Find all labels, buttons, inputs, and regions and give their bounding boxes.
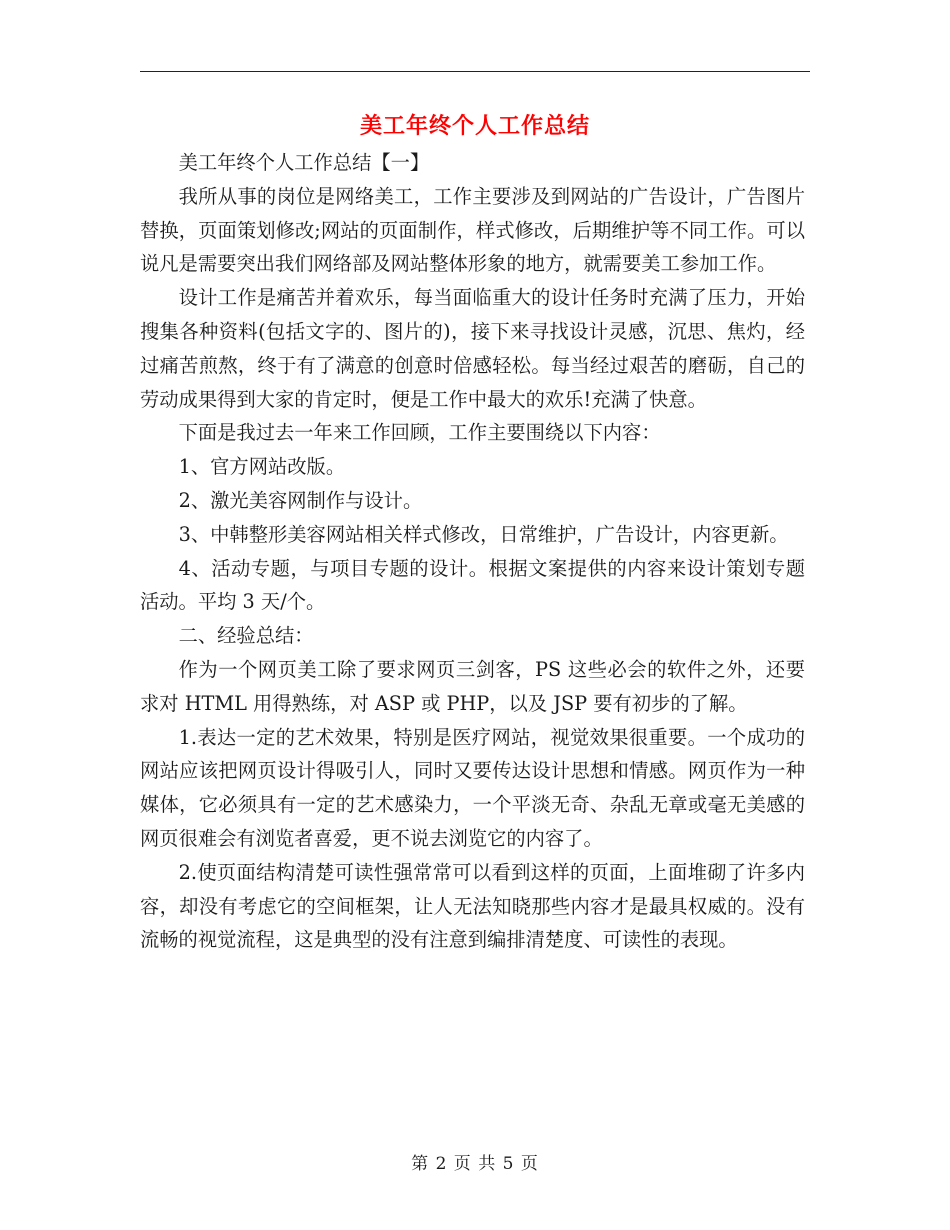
section-heading: 二、经验总结：	[178, 624, 314, 648]
section-heading: 美工年终个人工作总结【一】	[178, 151, 430, 174]
header-rule	[140, 71, 810, 72]
list-item: 3、中韩整形美容网站相关样式修改，日常维护，广告设计，内容更新。	[178, 522, 789, 546]
list-item: 4、活动专题，与项目专题的设计。根据文案提供的内容来设计策划专题活动。平均 3 天/个。	[140, 556, 805, 614]
list-item: 2、激光美容网制作与设计。	[178, 488, 423, 512]
paragraph: 我所从事的岗位是网络美工，工作主要涉及到网站的广告设计，广告图片替换，页面策划修改;网站的页面制作，样式修改，后期维护等不同工作。可以说凡是需要突出我们网络部及网站整体形象的地方，就需要美工参加工作。	[140, 184, 805, 276]
paragraph: 作为一个网页美工除了要求网页三剑客，PS 这些必会的软件之外，还要求对 HTML 用得熟练，对 ASP 或 PHP，以及 JSP 要有初步的了解。	[140, 657, 805, 715]
list-item: 1、官方网站改版。	[178, 455, 346, 479]
paragraph: 2.使页面结构清楚可读性强常常可以看到这样的页面，上面堆砌了许多内容，却没有考虑它的空间框架，让人无法知晓那些内容才是最具权威的。没有流畅的视觉流程，这是典型的没有注意到编排清楚度、可读性的表现。	[140, 860, 805, 952]
paragraph: 1.表达一定的艺术效果，特别是医疗网站，视觉效果很重要。一个成功的网站应该把网页设计得吸引人，同时又要传达设计思想和情感。网页作为一种媒体，它必须具有一定的艺术感染力，一个平淡无奇、杂乱无章或毫无美感的网页很难会有浏览者喜爱，更不说去浏览它的内容了。	[140, 725, 805, 850]
paragraph: 设计工作是痛苦并着欢乐，每当面临重大的设计任务时充满了压力，开始搜集各种资料(包括文字的、图片的)，接下来寻找设计灵感，沉思、焦灼，经过痛苦煎熬，终于有了满意的创意时倍感轻松。每当经过艰苦的磨砺，自己的劳动成果得到大家的肯定时，便是工作中最大的欢乐!充满了快意。	[140, 286, 805, 411]
page-number-footer: 第 2 页 共 5 页	[411, 1154, 539, 1174]
document-title: 美工年终个人工作总结	[359, 113, 590, 139]
paragraph: 下面是我过去一年来工作回顾，工作主要围绕以下内容：	[178, 421, 661, 445]
document-body	[140, 146, 805, 957]
